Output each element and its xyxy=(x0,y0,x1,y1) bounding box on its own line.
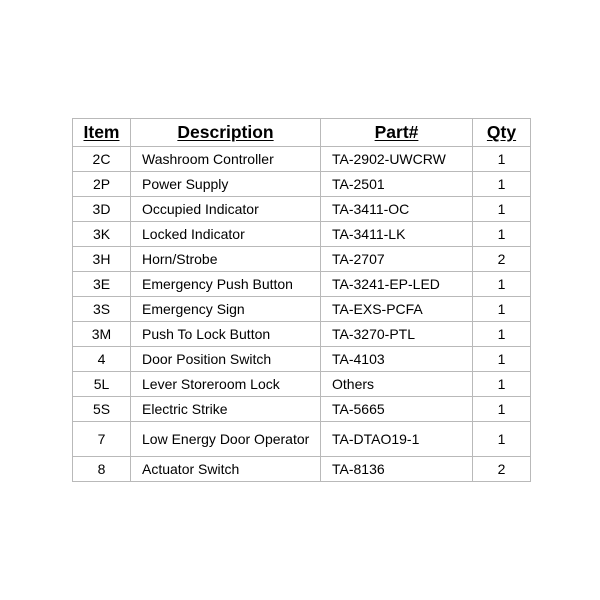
qty-cell: 1 xyxy=(473,347,531,372)
qty-cell: 1 xyxy=(473,297,531,322)
qty-cell: 1 xyxy=(473,422,531,457)
description-cell: Occupied Indicator xyxy=(131,197,321,222)
description-cell: Electric Strike xyxy=(131,397,321,422)
table-row xyxy=(73,147,531,172)
part-number-cell: TA-2501 xyxy=(321,172,473,197)
part-number-cell: TA-DTAO19-1 xyxy=(321,422,473,457)
part-number-cell: TA-4103 xyxy=(321,347,473,372)
item-cell: 4 xyxy=(73,347,131,372)
qty-cell: 1 xyxy=(473,397,531,422)
qty-cell: 1 xyxy=(473,322,531,347)
item-cell: 3H xyxy=(73,247,131,272)
description-cell: Washroom Controller xyxy=(131,147,321,172)
description-cell: Actuator Switch xyxy=(131,457,321,482)
qty-cell: 1 xyxy=(473,372,531,397)
table-row xyxy=(73,322,531,347)
table-row xyxy=(73,222,531,247)
qty-cell: 2 xyxy=(473,247,531,272)
table-row xyxy=(73,372,531,397)
description-cell: Emergency Sign xyxy=(131,297,321,322)
part-number-cell: TA-2902-UWCRW xyxy=(321,147,473,172)
item-cell: 3D xyxy=(73,197,131,222)
qty-cell: 1 xyxy=(473,147,531,172)
table-row xyxy=(73,422,531,457)
item-cell: 2C xyxy=(73,147,131,172)
description-cell: Locked Indicator xyxy=(131,222,321,247)
description-cell: Lever Storeroom Lock xyxy=(131,372,321,397)
description-cell: Low Energy Door Operator xyxy=(131,422,321,457)
qty-cell: 1 xyxy=(473,197,531,222)
item-cell: 3K xyxy=(73,222,131,247)
part-number-header: Part# xyxy=(321,119,473,147)
qty-cell: 1 xyxy=(473,172,531,197)
table-row xyxy=(73,247,531,272)
table-row xyxy=(73,272,531,297)
part-number-cell: TA-EXS-PCFA xyxy=(321,297,473,322)
item-cell: 2P xyxy=(73,172,131,197)
item-header: Item xyxy=(73,119,131,147)
description-header: Description xyxy=(131,119,321,147)
item-cell: 5L xyxy=(73,372,131,397)
table-row xyxy=(73,197,531,222)
part-number-cell: TA-3411-OC xyxy=(321,197,473,222)
parts-table xyxy=(72,118,531,482)
header-row xyxy=(73,119,531,147)
item-cell: 3M xyxy=(73,322,131,347)
qty-cell: 1 xyxy=(473,272,531,297)
item-cell: 3S xyxy=(73,297,131,322)
table-row xyxy=(73,397,531,422)
item-cell: 5S xyxy=(73,397,131,422)
part-number-cell: TA-5665 xyxy=(321,397,473,422)
description-cell: Door Position Switch xyxy=(131,347,321,372)
table-row xyxy=(73,297,531,322)
qty-cell: 2 xyxy=(473,457,531,482)
item-cell: 7 xyxy=(73,422,131,457)
description-cell: Push To Lock Button xyxy=(131,322,321,347)
parts-list xyxy=(72,118,530,482)
part-number-cell: TA-8136 xyxy=(321,457,473,482)
item-cell: 8 xyxy=(73,457,131,482)
part-number-cell: TA-3270-PTL xyxy=(321,322,473,347)
part-number-cell: TA-3411-LK xyxy=(321,222,473,247)
description-cell: Emergency Push Button xyxy=(131,272,321,297)
part-number-cell: TA-2707 xyxy=(321,247,473,272)
description-cell: Power Supply xyxy=(131,172,321,197)
qty-cell: 1 xyxy=(473,222,531,247)
description-cell: Horn/Strobe xyxy=(131,247,321,272)
part-number-cell: TA-3241-EP-LED xyxy=(321,272,473,297)
table-row xyxy=(73,172,531,197)
item-cell: 3E xyxy=(73,272,131,297)
qty-header: Qty xyxy=(473,119,531,147)
table-row xyxy=(73,347,531,372)
part-number-cell: Others xyxy=(321,372,473,397)
table-row xyxy=(73,457,531,482)
